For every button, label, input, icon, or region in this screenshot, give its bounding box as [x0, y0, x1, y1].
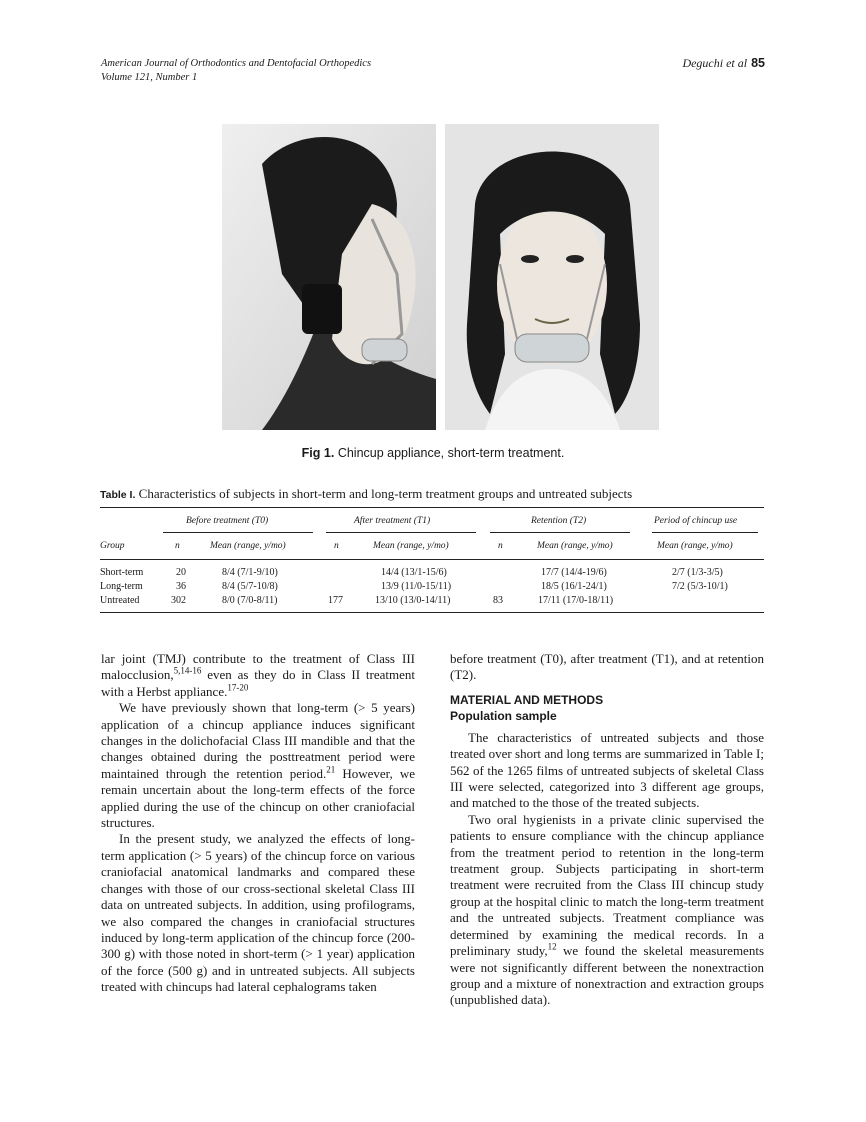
col-header-n-t0: n	[175, 541, 180, 551]
col-header-n-t1: n	[334, 541, 339, 551]
span-rule-period	[652, 532, 758, 533]
journal-volume: Volume 121, Number 1	[101, 72, 198, 83]
paragraph	[450, 812, 764, 1009]
text-run: we found the skeletal measurements were not significantly different between the nonextraction group and a mixture of nonextraction and extraction groups (unpublished data).	[450, 943, 765, 1008]
body-right-column	[450, 651, 764, 1009]
cell-n-t0: 20	[176, 567, 186, 578]
profile-photo-drawing	[222, 124, 436, 430]
table-header-rule	[100, 559, 764, 560]
section-heading: MATERIAL AND METHODS	[450, 692, 604, 707]
paragraph: before treatment (T0), after treatment (T1), and at retention (T2).	[450, 651, 764, 683]
col-header-group: Group	[100, 541, 125, 551]
frontal-photo-drawing	[445, 124, 659, 430]
text-run: even as they do in Class II treatment with a Herbst appliance.	[101, 667, 415, 699]
col-header-mean-t2: Mean (range, y/mo)	[537, 541, 613, 551]
span-rule-t2	[490, 532, 630, 533]
subsection-heading: Population sample	[450, 708, 557, 723]
running-header-journal	[101, 57, 371, 85]
cell-n-t0: 36	[176, 581, 186, 592]
table-caption	[100, 486, 632, 502]
col-header-mean-period: Mean (range, y/mo)	[657, 541, 733, 551]
group-header-t1: After treatment (T1)	[354, 516, 431, 526]
figure-label: Fig 1.	[301, 446, 335, 460]
photo-frontal-view	[445, 124, 659, 430]
table-label: Table I.	[100, 489, 136, 501]
col-header-mean-t1: Mean (range, y/mo)	[373, 541, 449, 551]
text-run: We have previously shown that long-term (> 5 years) application of a chincup appliance induces significant changes in the dolichofacial Class III mandible and that the changes obtained during the posttreatment period were maintained through the retention period.	[101, 700, 415, 781]
cell-group: Long-term	[100, 581, 143, 592]
cell-mean-t0: 8/4 (5/7-10/8)	[222, 581, 278, 592]
figure-caption-text: Chincup appliance, short-term treatment.	[337, 446, 565, 460]
cell-period: 2/7 (1/3-3/5)	[672, 567, 723, 578]
cell-group: Short-term	[100, 567, 144, 578]
table-bottom-rule	[100, 612, 764, 613]
cell-period: 7/2 (5/3-10/1)	[672, 581, 728, 592]
running-header-page	[682, 56, 765, 71]
cell-mean-t0: 8/4 (7/1-9/10)	[222, 567, 278, 578]
cell-n-t0: 302	[171, 595, 186, 606]
text-run: Two oral hygienists in a private clinic supervised the patients to ensure compliance with the chincup appliance from the treatment period to retention in the long-term treatment group. Subjects participating in short-term treatment were recruited from the Class III chincup study group at the hospital clinic to match the long-term treatment and the untreated subjects. Treatment compliance was determined by examining the medical records. In a preliminary study,	[450, 811, 764, 959]
table-caption-text: Characteristics of subjects in short-term and long-term treatment groups and untreated subjects	[138, 486, 633, 501]
journal-title: American Journal of Orthodontics and Dentofacial Orthopedics	[101, 58, 372, 69]
paragraph: The characteristics of untreated subjects and those treated over short and long terms are summarized in Table I; 562 of the 1265 films of untreated subjects of skeletal Class III were selected, categorized into 3 different age groups, and matched to the those of the treated subjects.	[450, 729, 764, 811]
group-header-period: Period of chincup use	[654, 516, 738, 526]
body-left-column	[101, 651, 415, 996]
cell-mean-t2: 17/7 (14/4-19/6)	[541, 567, 607, 578]
col-header-mean-t0: Mean (range, y/mo)	[210, 541, 286, 551]
cell-mean-t2: 17/11 (17/0-18/11)	[538, 595, 614, 606]
cell-mean-t2: 18/5 (16/1-24/1)	[541, 581, 607, 592]
citation: 5,14-16	[173, 666, 202, 677]
paragraph: In the present study, we analyzed the effects of long-term application (> 5 years) of the chincup force on various craniofacial anatomical landmarks and compared these changes with those of our cross-sectional skeletal Class III data on untreated subjects. In addition, using profilograms, we also compared the changes in craniofacial structures induced by long-term application of the chincup force (200-300 g) with those noted in short-term (> 1 year) application of the force (500 g) and in untreated subjects. All subjects treated with chincups had lateral cephalograms taken	[101, 831, 415, 995]
col-header-n-t2: n	[498, 541, 503, 551]
citation: 17-20	[227, 682, 249, 693]
group-header-t0: Before treatment (T0)	[186, 516, 269, 526]
figure-caption	[0, 446, 866, 460]
table-top-rule	[100, 507, 764, 508]
cell-mean-t0: 8/0 (7/0-8/11)	[222, 595, 278, 606]
photo-profile-view	[222, 124, 436, 430]
citation: 12	[547, 941, 557, 952]
citation: 21	[326, 764, 336, 775]
paragraph	[101, 651, 415, 700]
cell-n-t1: 177	[328, 595, 343, 606]
cell-mean-t1: 14/4 (13/1-15/6)	[381, 567, 447, 578]
cell-n-t2: 83	[493, 595, 503, 606]
span-rule-t0	[163, 532, 313, 533]
text-run: lar joint (TMJ) contribute to the treatment of Class III malocclusion,	[101, 651, 415, 683]
authors: Deguchi et al	[682, 56, 748, 70]
text-run: However, we remain uncertain about the long-term effects of the force applied during the use of the chincup on other craniofacial structures.	[101, 765, 415, 831]
group-header-t2: Retention (T2)	[531, 516, 587, 526]
cell-mean-t1: 13/9 (11/0-15/11)	[381, 581, 452, 592]
span-rule-t1	[326, 532, 476, 533]
cell-group: Untreated	[100, 595, 140, 606]
paragraph	[101, 700, 415, 831]
page-number: 85	[751, 56, 765, 70]
cell-mean-t1: 13/10 (13/0-14/11)	[375, 595, 451, 606]
